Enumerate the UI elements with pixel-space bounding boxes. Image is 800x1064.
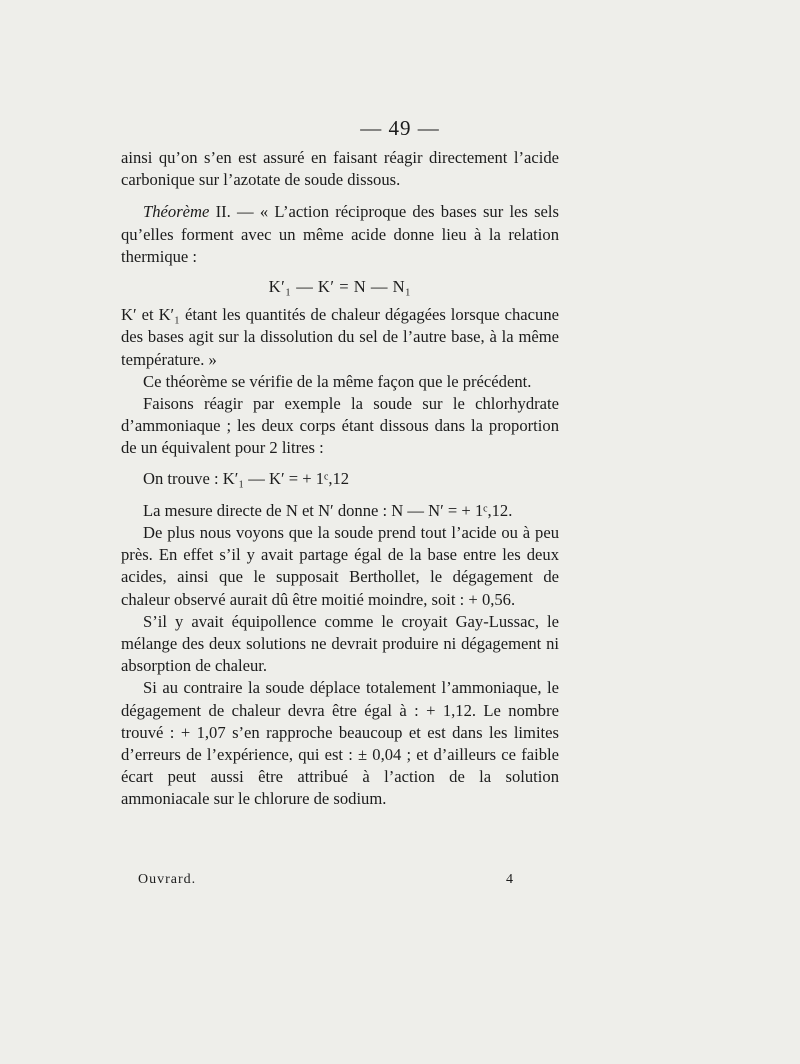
footer-author: Ouvrard. (138, 872, 197, 887)
page-number: — 49 — (360, 116, 440, 140)
theorem-text: II. — « L’action réciproque des bases sur les sels qu’elles forment avec un même acide donne lieu à la relation thermique : (121, 202, 559, 266)
paragraph-5: Faisons réagir par exemple la soude sur le chlorhydrate d’ammoniaque ; les deux corps étant dissous dans la proportion de un équivalent pour 2 litres : (121, 394, 559, 458)
theorem-label: Théorème (143, 202, 210, 222)
paragraph-4: Ce théorème se vérifie de la même façon que le précédent. (143, 371, 532, 391)
paragraph-3: K′ et K′₁ étant les quantités de chaleur dégagées lorsque chacune des bases agit sur la dissolution du sel de l’autre base, à la même température. » (121, 305, 559, 369)
result-equation: On trouve : K′₁ — K′ = + 1ᶜ,12 (143, 468, 350, 488)
paragraph-9: S’il y avait équipollence comme le croyait Gay-Lussac, le mélange des deux solutions ne devrait produire ni dégagement ni absorption de chaleur. (121, 611, 559, 676)
paragraph-8: De plus nous voyons que la soude prend tout l’acide ou à peu près. En effet s’il y avait partage égal de la base entre les deux acides, ainsi que le supposait Berthollet, le dégagement de chaleur observé aurait dû être moitié moindre, soit : + 0,56. (121, 523, 559, 609)
paragraph-10: Si au contraire la soude déplace totalement l’ammoniaque, le dégagement de chaleur devra être égal à : + 1,12. Le nombre trouvé : + 1,07 s’en rapproche beaucoup et est dans les limites d’erreurs de l’expérience, qui est : ± 0,04 ; et d’ailleurs ce faible écart peut aussi être attribué à l’action de la solution ammoniacale sur le chlorure de sodium. (121, 678, 559, 809)
paragraph-7: La mesure directe de N et N′ donne : N — N′ = + 1ᶜ,12. (143, 500, 513, 520)
paragraph-1: ainsi qu’on s’en est assuré en faisant réagir directement l’acide carbonique sur l’azotate de soude dissous. (121, 148, 559, 190)
theorem-paragraph (121, 201, 559, 268)
footer-signature-mark: 4 (506, 872, 513, 887)
thermal-relation-formula: K′₁ — K′ = N — N₁ (268, 277, 412, 297)
body-text (121, 147, 559, 811)
